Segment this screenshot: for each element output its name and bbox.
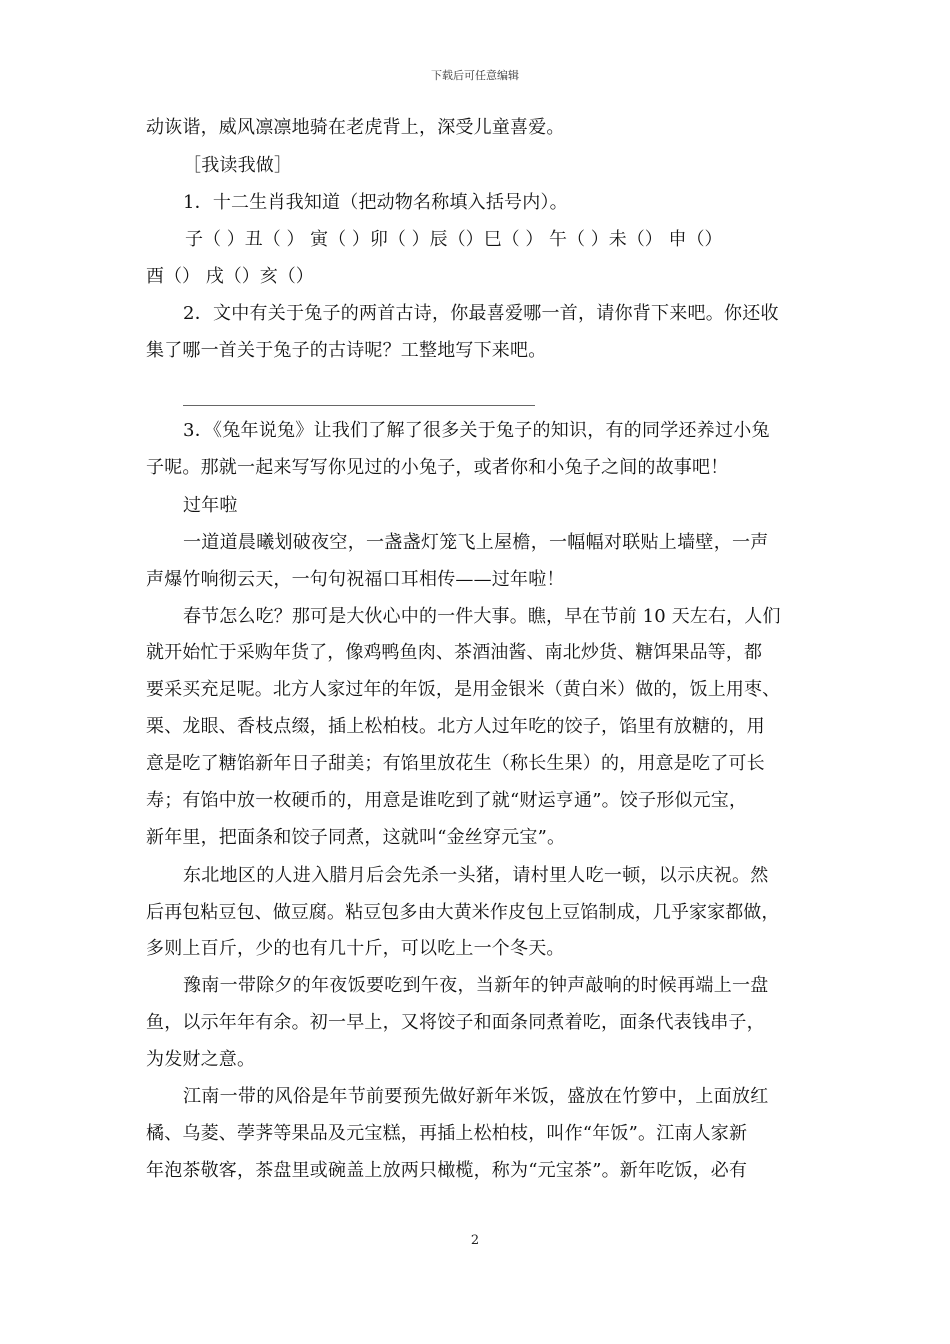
text-line-4: 子（ ）丑（ ） 寅（ ）卯（ ）辰（）巳（ ） 午（ ）未（） 申（） — [185, 229, 723, 250]
text-line-9: 子呢。那就一起来写写你见过的小兔子，或者你和小兔子之间的故事吧！ — [146, 457, 729, 478]
answer-line — [183, 405, 535, 406]
text-line-6: 2．文中有关于兔子的两首古诗，你最喜爱哪一首，请你背下来吧。你还收 — [183, 303, 779, 324]
text-line-1: 动诙谐，威风凛凛地骑在老虎背上，深受儿童喜爱。 — [146, 117, 565, 138]
text-line-8: 3．《兔年说兔》让我们了解了很多关于兔子的知识，有的同学还养过小兔 — [183, 420, 770, 441]
text-line-3: 1．十二生肖我知道（把动物名称填入括号内）。 — [183, 192, 568, 213]
page-header: 下载后可任意编辑 — [431, 69, 519, 82]
text-line-14: 就开始忙于采购年货了，像鸡鸭鱼肉、茶酒油酱、南北炒货、糖饵果品等，都 — [146, 642, 763, 663]
text-line-17: 意是吃了糖馅新年日子甜美；有馅里放花生（称长生果）的，用意是吃了可长 — [146, 753, 765, 774]
text-line-12: 声爆竹响彻云天，一句句祝福口耳相传——过年啦！ — [146, 569, 565, 590]
text-line-7: 集了哪一首关于兔子的古诗呢？工整地写下来吧。 — [146, 340, 547, 361]
text-line-16: 栗、龙眼、香枝点缀，插上松柏枝。北方人过年吃的饺子，馅里有放糖的，用 — [146, 716, 765, 737]
text-line-22: 多则上百斤，少的也有几十斤，可以吃上一个冬天。 — [146, 938, 565, 959]
text-line-23: 豫南一带除夕的年夜饭要吃到午夜，当新年的钟声敲响的时候再端上一盘 — [183, 975, 769, 996]
text-line-18: 寿；有馅中放一枚硬币的，用意是谁吃到了就“财运亨通”。饺子形似元宝， — [146, 790, 748, 811]
text-line-25: 为发财之意。 — [146, 1049, 256, 1070]
text-line-5: 酉（） 戌（）亥（） — [146, 266, 314, 287]
page-number: 2 — [470, 1233, 480, 1248]
text-line-26: 江南一带的风俗是年节前要预先做好新年米饭，盛放在竹箩中，上面放红 — [183, 1086, 769, 1107]
text-line-24: 鱼，以示年年有余。初一早上，又将饺子和面条同煮着吃，面条代表钱串子， — [146, 1012, 765, 1033]
text-line-15: 要采买充足呢。北方人家过年的年饭，是用金银米（黄白米）做的，饭上用枣、 — [146, 679, 781, 700]
text-line-13: 春节怎么吃？那可是大伙心中的一件大事。瞧，早在节前 10 天左右，人们 — [183, 606, 781, 627]
text-line-11: 一道道晨曦划破夜空，一盏盏灯笼飞上屋檐，一幅幅对联贴上墙壁，一声 — [183, 532, 769, 553]
text-line-20: 东北地区的人进入腊月后会先杀一头猪，请村里人吃一顿，以示庆祝。然 — [183, 865, 769, 886]
text-line-27: 橘、乌菱、荸荠等果品及元宝糕，再插上松柏枝，叫作“年饭”。江南人家新 — [146, 1123, 748, 1144]
text-line-28: 年泡茶敬客，茶盘里或碗盖上放两只橄榄，称为“元宝茶”。新年吃饭，必有 — [146, 1160, 748, 1181]
text-line-19: 新年里，把面条和饺子同煮，这就叫“金丝穿元宝”。 — [146, 827, 566, 848]
text-line-10: 过年啦 — [183, 495, 238, 516]
text-line-2: ［我读我做］ — [183, 155, 293, 176]
text-line-21: 后再包粘豆包、做豆腐。粘豆包多由大黄米作皮包上豆馅制成，几乎家家都做， — [146, 902, 780, 923]
